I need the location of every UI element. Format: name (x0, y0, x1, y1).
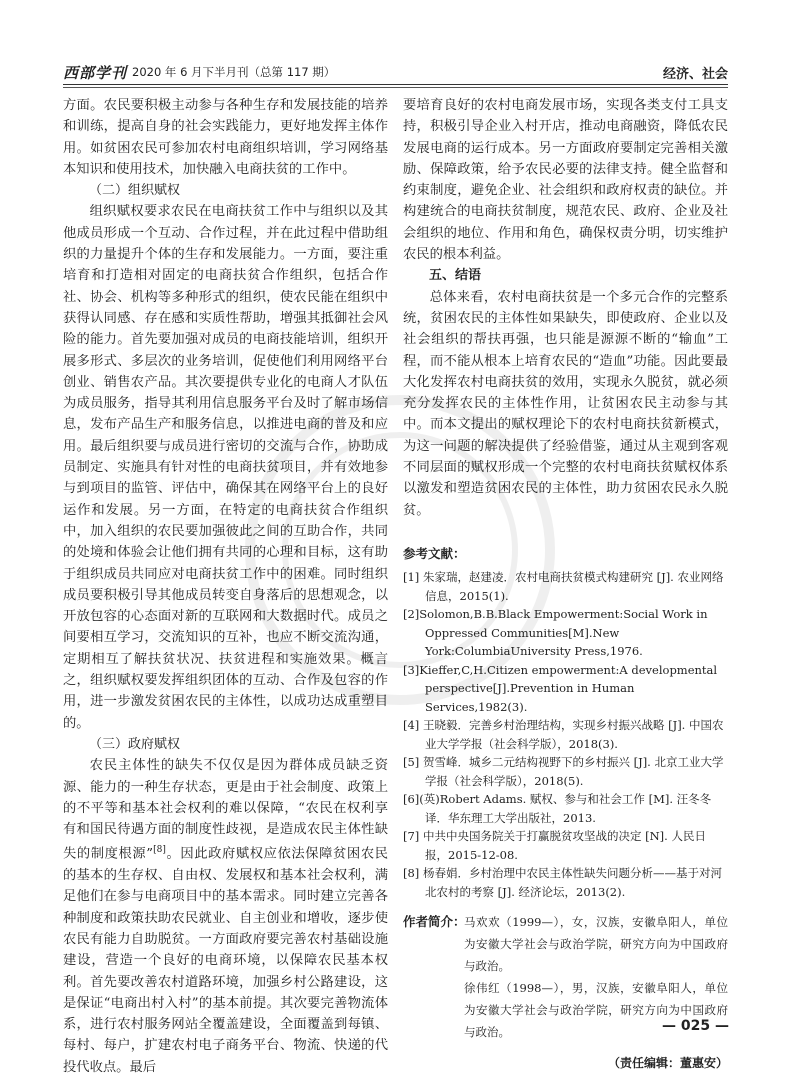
paragraph: 组织赋权要求农民在电商扶贫工作中与组织以及其他成员形成一个互动、合作过程，并在此过程中借助组织的力量提升个体的生存和发展能力。一方面，要注重培育和打造相对固定的电商扶贫合作组织，包括合作社、协会、机构等多种形式的组织，使农民能在组织中获得认同感、存在感和实质性帮助，增强其抵御社会风险的能力。首先要加强对成员的电商技能培训，组织开展多形式、多层次的业务培训，促使他们利用网络平台创业、销售农产品。其次要提供专业化的电商人才队伍为成员服务，指导其利用信息服务平台及时了解市场信息，发布产品生产和服务信息，以推进电商的普及和应用。最后组织要与成员进行密切的交流与合作，协助成员制定、实施具有针对性的电商扶贫项目，并有效地参与到项目的监管、评估中，确保其在网络平台上的良好运作和发展。另一方面，在特定的电商扶贫合作组织中，加入组织的农民要加强彼此之间的互助合作，共同的处境和体验会让他们拥有共同的心理和目标，这有助于组织成员共同应对电商扶贫工作中的困难。同时组织成员要积极引导其他成员转变自身落后的思想观念，以开放包容的心态面对新的互联网和大数据时代。成员之间要相互学习，交流知识的互补，也应不断交流沟通，定期相互了解扶贫状况、扶贫进程和实施效果。概言之，组织赋权要发挥组织团体的互动、合作及包容的作用，进一步激发贫困农民的主体性，以成功达成重塑目的。 (63, 204, 388, 731)
page-header (63, 60, 728, 84)
issue-info: 2020 年 6 月下半月刊（总第 117 期） (132, 65, 336, 79)
section-heading-conclusion: 五、结语 (429, 268, 482, 284)
author-bio: 马欢欢（1999—），女，汉族，安徽阜阳人，单位为安徽大学社会与政治学院，研究方向为中国政府与政治。 (464, 915, 728, 974)
author-bio: 徐伟红（1998—），男，汉族，安徽阜阳人，单位为安徽大学社会与政治学院，研究方向为中国政府与政治。 (464, 981, 728, 1040)
reference-item: [1] 朱家瑞，赵建凌．农村电商扶贫模式构建研究 [J]. 农业网络信息，2015(1). (403, 570, 724, 603)
header-rule (63, 84, 728, 85)
reference-item: [5] 贺雪峰．城乡二元结构视野下的乡村振兴 [J]. 北京工业大学学报（社会科学版），2018(5). (403, 755, 724, 788)
journal-logo: 西部学刊 (63, 64, 128, 82)
reference-item: [4] 王晓毅．完善乡村治理结构，实现乡村振兴战略 [J]. 中国农业大学学报（社会科学版），2018(3). (403, 718, 724, 751)
section-name: 经济、社会 (662, 67, 728, 82)
paragraph-text: 。因此政府赋权应依法保障贫困农民的基本的生存权、自由权、发展权和基本社会权利，满足他们在参与电商项目中的基本需求。同时建立完善各种制度和政策扶助农民就业、自主创业和增收，逐步使农民有能力自助脱贫。一方面政府要完善农村基础设施建设，营造一个良好的电商环境，以保障农民基本权利。首先要改善农村道路环境，加强乡村公路建设，这是保证“电商出村入村”的基本前提。其次要完善物流体系，进行农村服务网站全覆盖建设，全面覆盖到每镇、每村、每户，扩建农村电子商务平台、物流、快递的代投代收点。最后 (63, 846, 388, 1075)
reference-item: [3]Kieffer,C,H.Citizen empowerment:A developmental perspective[J].Prevention in Human Services,1982(3). (403, 662, 718, 714)
reference-item: [8] 杨春娟．乡村治理中农民主体性缺失问题分析——基于对河北农村的考察 [J]. 经济论坛，2013(2). (403, 866, 722, 899)
right-column (403, 95, 728, 1075)
reference-item: [6](英)Robert Adams. 赋权、参与和社会工作 [M]. 汪冬冬译．华东理工大学出版社，2013. (403, 792, 712, 825)
paragraph: 要培育良好的农村电商发展市场，实现各类支付工具支持，积极引导企业入村开店，推动电商融资，降低农民发展电商的运行成本。另一方面政府要制定完善相关激励、保障政策，给予农民必要的法律支持。健全监督和约束制度，避免企业、社会组织和政府权责的缺位。并构建统合的电商扶贫制度，规范农民、政府、企业及社会组织的地位、作用和角色，确保权责分明，切实维护农民的根本利益。 (403, 98, 728, 263)
header-rule-thin (63, 87, 728, 88)
paragraph: 总体来看，农村电商扶贫是一个多元合作的完整系统，贫困农民的主体性如果缺失，即使政府、企业以及社会组织的帮扶再强，也只能是源源不断的“输血”工程，而不能从根本上培育农民的“造血”功能。因此要最大化发挥农村电商扶贫的效用，实现永久脱贫，就必须充分发挥农民的主体性作用，让贫困农民主动参与其中。而本文提出的赋权理论下的农村电商扶贫新模式，为这一问题的解决提供了经验借鉴，通过从主观到客观不同层面的赋权形成一个完整的农村电商扶贫赋权体系以激发和塑造贫困农民的主体性，助力贫困农民永久脱贫。 (403, 289, 728, 518)
paragraph: 方面。农民要积极主动参与各种生存和发展技能的培养和训练，提高自身的社会实践能力，更好地发挥主体作用。如贫困农民可参加农村电商组织培训，学习网络基本知识和使用技术，加快融入电商扶贫的工作中。 (63, 98, 388, 177)
paragraph (63, 755, 388, 1078)
left-column (63, 95, 388, 1078)
reference-item: [2]Solomon,B.B.Black Empowerment:Social Work in Oppressed Communities[M].New York:ColumbiaUniversity Press,1976. (403, 607, 708, 659)
citation-mark: [8] (153, 845, 166, 856)
page-number: — 025 — (662, 1018, 729, 1034)
author-label: 作者简介： (403, 914, 466, 930)
subheading-organization: （二）组织赋权 (89, 183, 181, 199)
subheading-government: （三）政府赋权 (89, 736, 181, 752)
references-title: 参考文献： (403, 545, 466, 561)
reference-item: [7] 中共中央国务院关于打赢脱贫攻坚战的决定 [N]. 人民日报，2015-12-08. (403, 829, 706, 862)
paragraph-text: 农民主体性的缺失不仅仅是因为群体成员缺乏资源、能力的一种生存状态，更是由于社会制度、政策上的不平等和基本社会权利的难以保障，“农民在权利享有和国民待遇方面的制度性歧视，是造成农民主体性缺失的制度根源” (63, 758, 388, 862)
references-list (403, 568, 728, 901)
responsible-editor: （责任编辑：董惠安） (607, 1056, 728, 1071)
